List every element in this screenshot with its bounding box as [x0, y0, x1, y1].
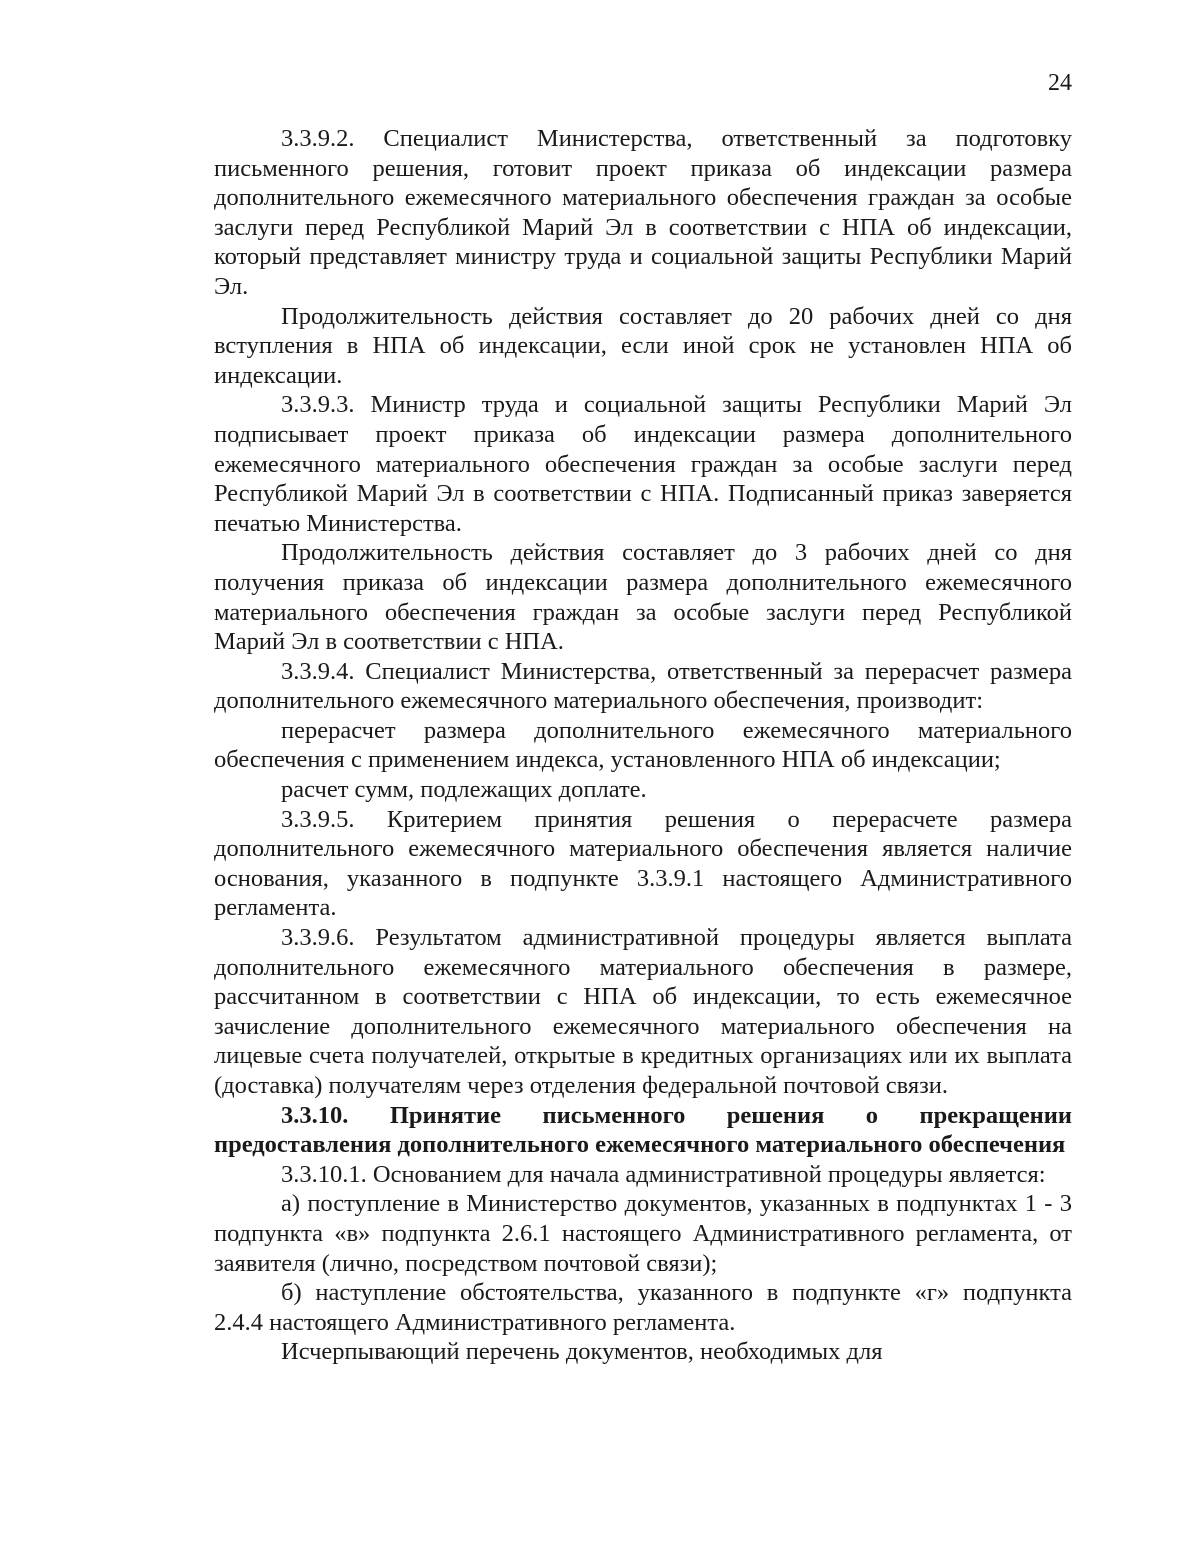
paragraph-3-3-9-3: 3.3.9.3. Министр труда и социальной защиты Республики Марий Эл подписывает проект приказа об индексации размера дополнительного ежемесячного материального обеспечения граждан за особые заслуги перед Республикой Марий Эл в соответствии с НПА. Подписанный приказ заверяется печатью Министерства. — [214, 391, 1072, 537]
paragraph-item-b: б) наступление обстоятельства, указанного в подпункте «г» подпункта 2.4.4 настоящего Административного регламента. — [214, 1279, 1072, 1336]
section-heading-3-3-10: 3.3.10. Принятие письменного решения о прекращении предоставления дополнительного ежемесячного материального обеспечения — [214, 1101, 1072, 1159]
document-body — [214, 124, 1072, 1367]
paragraph-item-a: а) поступление в Министерство документов, указанных в подпунктах 1 - 3 подпункта «в» подпункта 2.6.1 настоящего Административного регламента, от заявителя (лично, посредством почтовой связи); — [214, 1190, 1072, 1277]
paragraph-3-3-9-6: 3.3.9.6. Результатом административной процедуры является выплата дополнительного ежемесячного материального обеспечения в размере, рассчитанном в соответствии с НПА об индексации, то есть ежемесячное зачисление дополнительного ежемесячного материального обеспечения на лицевые счета получателей, открытые в кредитных организациях или их выплата (доставка) получателям через отделения федеральной почтовой связи. — [214, 924, 1072, 1099]
paragraph-recalculation: перерасчет размера дополнительного ежемесячного материального обеспечения с применением индекса, установленного НПА об индексации; — [214, 716, 1072, 774]
paragraph-3-3-9-5: 3.3.9.5. Критерием принятия решения о перерасчете размера дополнительного ежемесячного материального обеспечения является наличие основания, указанного в подпункте 3.3.9.1 настоящего Административного регламента. — [214, 805, 1072, 922]
paragraph-exhaustive-list: Исчерпывающий перечень документов, необходимых для — [281, 1338, 883, 1366]
paragraph-3-3-9-4: 3.3.9.4. Специалист Министерства, ответственный за перерасчет размера дополнительного ежемесячного материального обеспечения, производит: — [214, 657, 1072, 715]
paragraph-3-3-9-2: 3.3.9.2. Специалист Министерства, ответственный за подготовку письменного решения, готовит проект приказа об индексации размера дополнительного ежемесячного материального обеспечения граждан за особые заслуги перед Республикой Марий Эл в соответствии с НПА об индексации, который представляет министру труда и социальной защиты Республики Марий Эл. — [214, 125, 1072, 300]
paragraph-additional-payment: расчет сумм, подлежащих доплате. — [281, 776, 647, 804]
paragraph-duration-3-days: Продолжительность действия составляет до 3 рабочих дней со дня получения приказа об индексации размера дополнительного ежемесячного материального обеспечения граждан за особые заслуги перед Республикой Марий Эл в соответствии с НПА. — [214, 539, 1072, 656]
paragraph-duration-20-days: Продолжительность действия составляет до 20 рабочих дней со дня вступления в НПА об индексации, если иной срок не установлен НПА об индексации. — [214, 302, 1072, 389]
paragraph-3-3-10-1: 3.3.10.1. Основанием для начала административной процедуры является: — [281, 1160, 1046, 1188]
page-number: 24 — [1048, 70, 1072, 96]
